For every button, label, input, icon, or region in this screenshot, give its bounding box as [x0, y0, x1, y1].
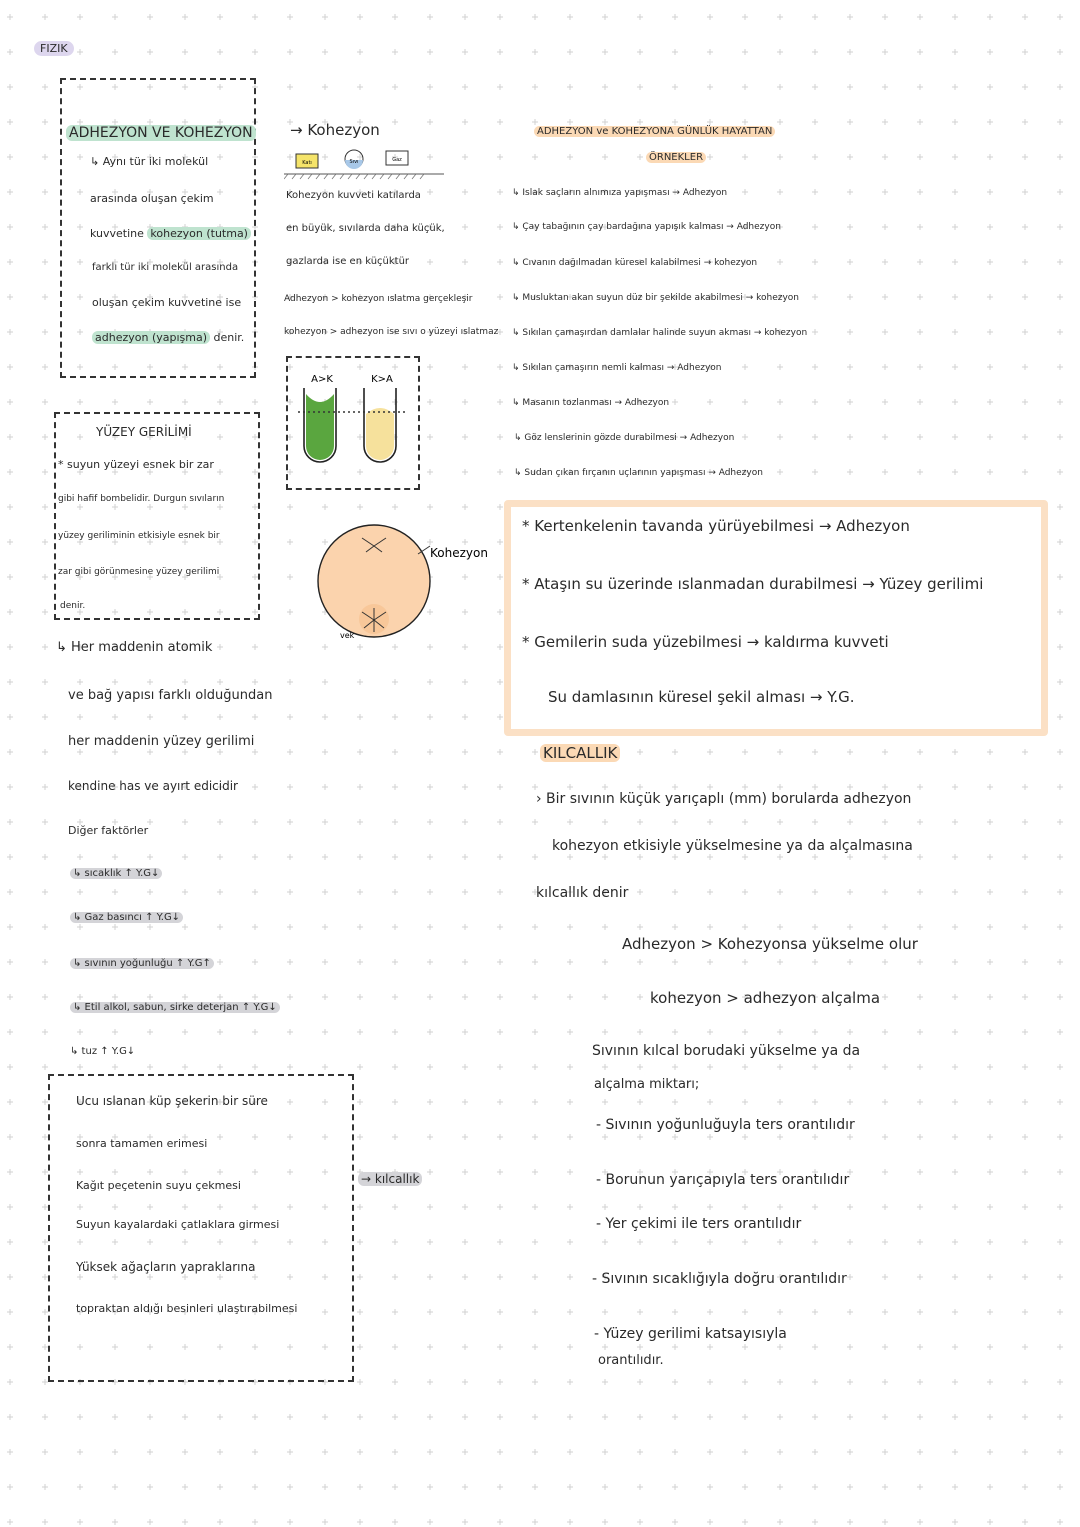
- state-label-solid: Katı: [302, 160, 312, 166]
- examples-title: ADHEZYON ve KOHEZYONA GÜNLÜK HAYATTAN: [534, 126, 775, 137]
- example-item: ↳ Göz lenslerinin gözde durabilmesi → Adhezyon: [514, 433, 735, 443]
- kohezyon-title: → Kohezyon: [290, 121, 380, 139]
- highlight-example: * Gemilerin suda yüzebilmesi → kaldırma kuvveti: [522, 633, 889, 651]
- example-item: ↳ Cıvanın dağılmadan küresel kalabilmesi → kohezyon: [512, 258, 758, 268]
- tubes-diagram: [290, 360, 416, 484]
- highlight-example: * Ataşın su üzerinde ıslanmadan durabilmesi → Yüzey gerilimi: [522, 575, 984, 593]
- tube-label-adhesion: A>K: [311, 374, 333, 385]
- note-line: Diğer faktörler: [68, 824, 149, 837]
- surface-tension-box: [54, 412, 260, 620]
- circle-label-kohezyon: Kohezyon: [430, 546, 488, 560]
- kohezyon-line: gazlarda ise en küçüktür: [286, 256, 410, 267]
- note-line: kendine has ve ayırt edicidir: [68, 779, 238, 793]
- note-line: her maddenin yüzey gerilimi: [68, 734, 255, 749]
- definition-line: kuvvetine kohezyon (tutma): [90, 227, 251, 240]
- surface-tension-title: YÜZEY GERİLİMİ: [96, 425, 192, 439]
- definition-line: oluşan çekim kuvvetine ise: [92, 296, 242, 309]
- kohezyon-line: Adhezyon > kohezyon ıslatma gerçekleşir: [284, 294, 473, 304]
- surface-tension-line: denir.: [60, 601, 86, 611]
- capillarity-factor: - Borunun yarıçapıyla ters orantılıdır: [596, 1172, 850, 1188]
- definition-line: ↳ Aynı tür iki molekül: [90, 155, 209, 168]
- capillarity-title: KILCALLIK: [540, 744, 620, 762]
- capillarity-example: Ucu ıslanan küp şekerin bir süre: [76, 1094, 268, 1108]
- droplet-diagram: [300, 524, 500, 654]
- definition-line: arasında oluşan çekim: [90, 192, 214, 205]
- surface-tension-line: yüzey geriliminin etkisiyle esnek bir: [58, 531, 220, 541]
- capillarity-definition: kohezyon etkisiyle yükselmesine ya da alçalmasına: [552, 838, 913, 854]
- states-diagram: [284, 146, 444, 182]
- kohezyon-line: kohezyon > adhezyon ise sıvı o yüzeyi ıslatmaz: [284, 327, 499, 337]
- highlight-example: Su damlasının küresel şekil alması → Y.G.: [548, 688, 855, 706]
- capillarity-arrow-label: → kılcallık: [358, 1172, 422, 1186]
- factor-line: ↳ Etil alkol, sabun, sirke deterjan ↑ Y.G↓: [70, 1002, 280, 1013]
- example-item: ↳ Çay tabağının çay bardağına yapışık kalması → Adhezyon: [512, 222, 781, 232]
- kohezyon-line: en büyük, sıvılarda daha küçük,: [286, 223, 445, 234]
- definition-title: ADHEZYON VE KOHEZYON: [66, 125, 256, 141]
- capillarity-rule: kohezyon > adhezyon alçalma: [650, 989, 881, 1007]
- note-line: ve bağ yapısı farklı olduğundan: [68, 688, 273, 703]
- factor-line: ↳ sıvının yoğunluğu ↑ Y.G↑: [70, 958, 214, 969]
- example-item: ↳ Musluktan akan suyun düz bir şekilde akabilmesi → kohezyon: [512, 293, 800, 303]
- example-item: ↳ Sudan çıkan fırçanın uçlarının yapışması → Adhezyon: [514, 468, 763, 478]
- factor-line: ↳ sıcaklık ↑ Y.G↓: [70, 868, 162, 879]
- capillarity-amount-title: alçalma miktarı;: [594, 1077, 700, 1092]
- circle-label-vek: vek: [340, 631, 355, 640]
- example-item: ↳ Sıkılan çamaşırdan damlalar halinde suyun akması → kohezyon: [512, 328, 808, 338]
- definition-line: adhezyon (yapışma) denir.: [92, 331, 244, 344]
- capillarity-example: sonra tamamen erimesi: [76, 1137, 208, 1150]
- surface-tension-line: gibi hafif bombelidir. Durgun sıvıların: [58, 494, 225, 504]
- capillarity-rule: Adhezyon > Kohezyonsa yükselme olur: [622, 935, 918, 953]
- definition-line: farklı tür iki molekül arasında: [92, 262, 239, 273]
- state-label-liquid: Sıvı: [349, 159, 359, 165]
- capillarity-definition: › Bir sıvının küçük yarıçaplı (mm) borularda adhezyon: [536, 791, 912, 807]
- note-line: ↳ Her maddenin atomik: [56, 640, 213, 655]
- factor-line: ↳ Gaz basıncı ↑ Y.G↓: [70, 912, 183, 923]
- capillarity-factor: - Yer çekimi ile ters orantılıdır: [596, 1216, 802, 1232]
- factor-line: ↳ tuz ↑ Y.G↓: [70, 1046, 136, 1057]
- capillarity-amount-title: Sıvının kılcal borudaki yükselme ya da: [592, 1043, 861, 1059]
- capillarity-factor: - Sıvının yoğunluğuyla ters orantılıdır: [596, 1117, 855, 1133]
- kohezyon-line: Kohezyon kuvveti katılarda: [286, 190, 421, 201]
- surface-tension-line: * suyun yüzeyi esnek bir zar: [58, 458, 214, 471]
- surface-tension-line: zar gibi görünmesine yüzey gerilimi: [58, 567, 220, 577]
- capillarity-example: topraktan aldığı besinleri ulaştırabilmesi: [76, 1302, 298, 1315]
- example-item: ↳ Sıkılan çamaşırın nemli kalması → Adhezyon: [512, 363, 722, 373]
- examples-title-2: ÖRNEKLER: [646, 152, 706, 163]
- capillarity-definition: kılcallık denir: [536, 885, 629, 901]
- tube-label-cohesion: K>A: [371, 374, 393, 385]
- capillarity-factor: orantılıdır.: [598, 1353, 664, 1368]
- capillarity-factor: - Sıvının sıcaklığıyla doğru orantılıdır: [592, 1271, 847, 1287]
- capillarity-factor: - Yüzey gerilimi katsayısıyla: [594, 1326, 787, 1342]
- capillarity-example: Yüksek ağaçların yapraklarına: [76, 1260, 256, 1274]
- example-item: ↳ Islak saçların alnımıza yapışması → Adhezyon: [512, 188, 728, 198]
- subject-tag: FIZIK: [34, 42, 74, 55]
- capillarity-example: Kağıt peçetenin suyu çekmesi: [76, 1179, 241, 1192]
- state-label-gas: Gaz: [392, 157, 402, 163]
- highlight-example: * Kertenkelenin tavanda yürüyebilmesi → Adhezyon: [522, 517, 910, 535]
- example-item: ↳ Masanın tozlanması → Adhezyon: [512, 398, 670, 408]
- capillarity-example: Suyun kayalardaki çatlaklara girmesi: [76, 1218, 280, 1231]
